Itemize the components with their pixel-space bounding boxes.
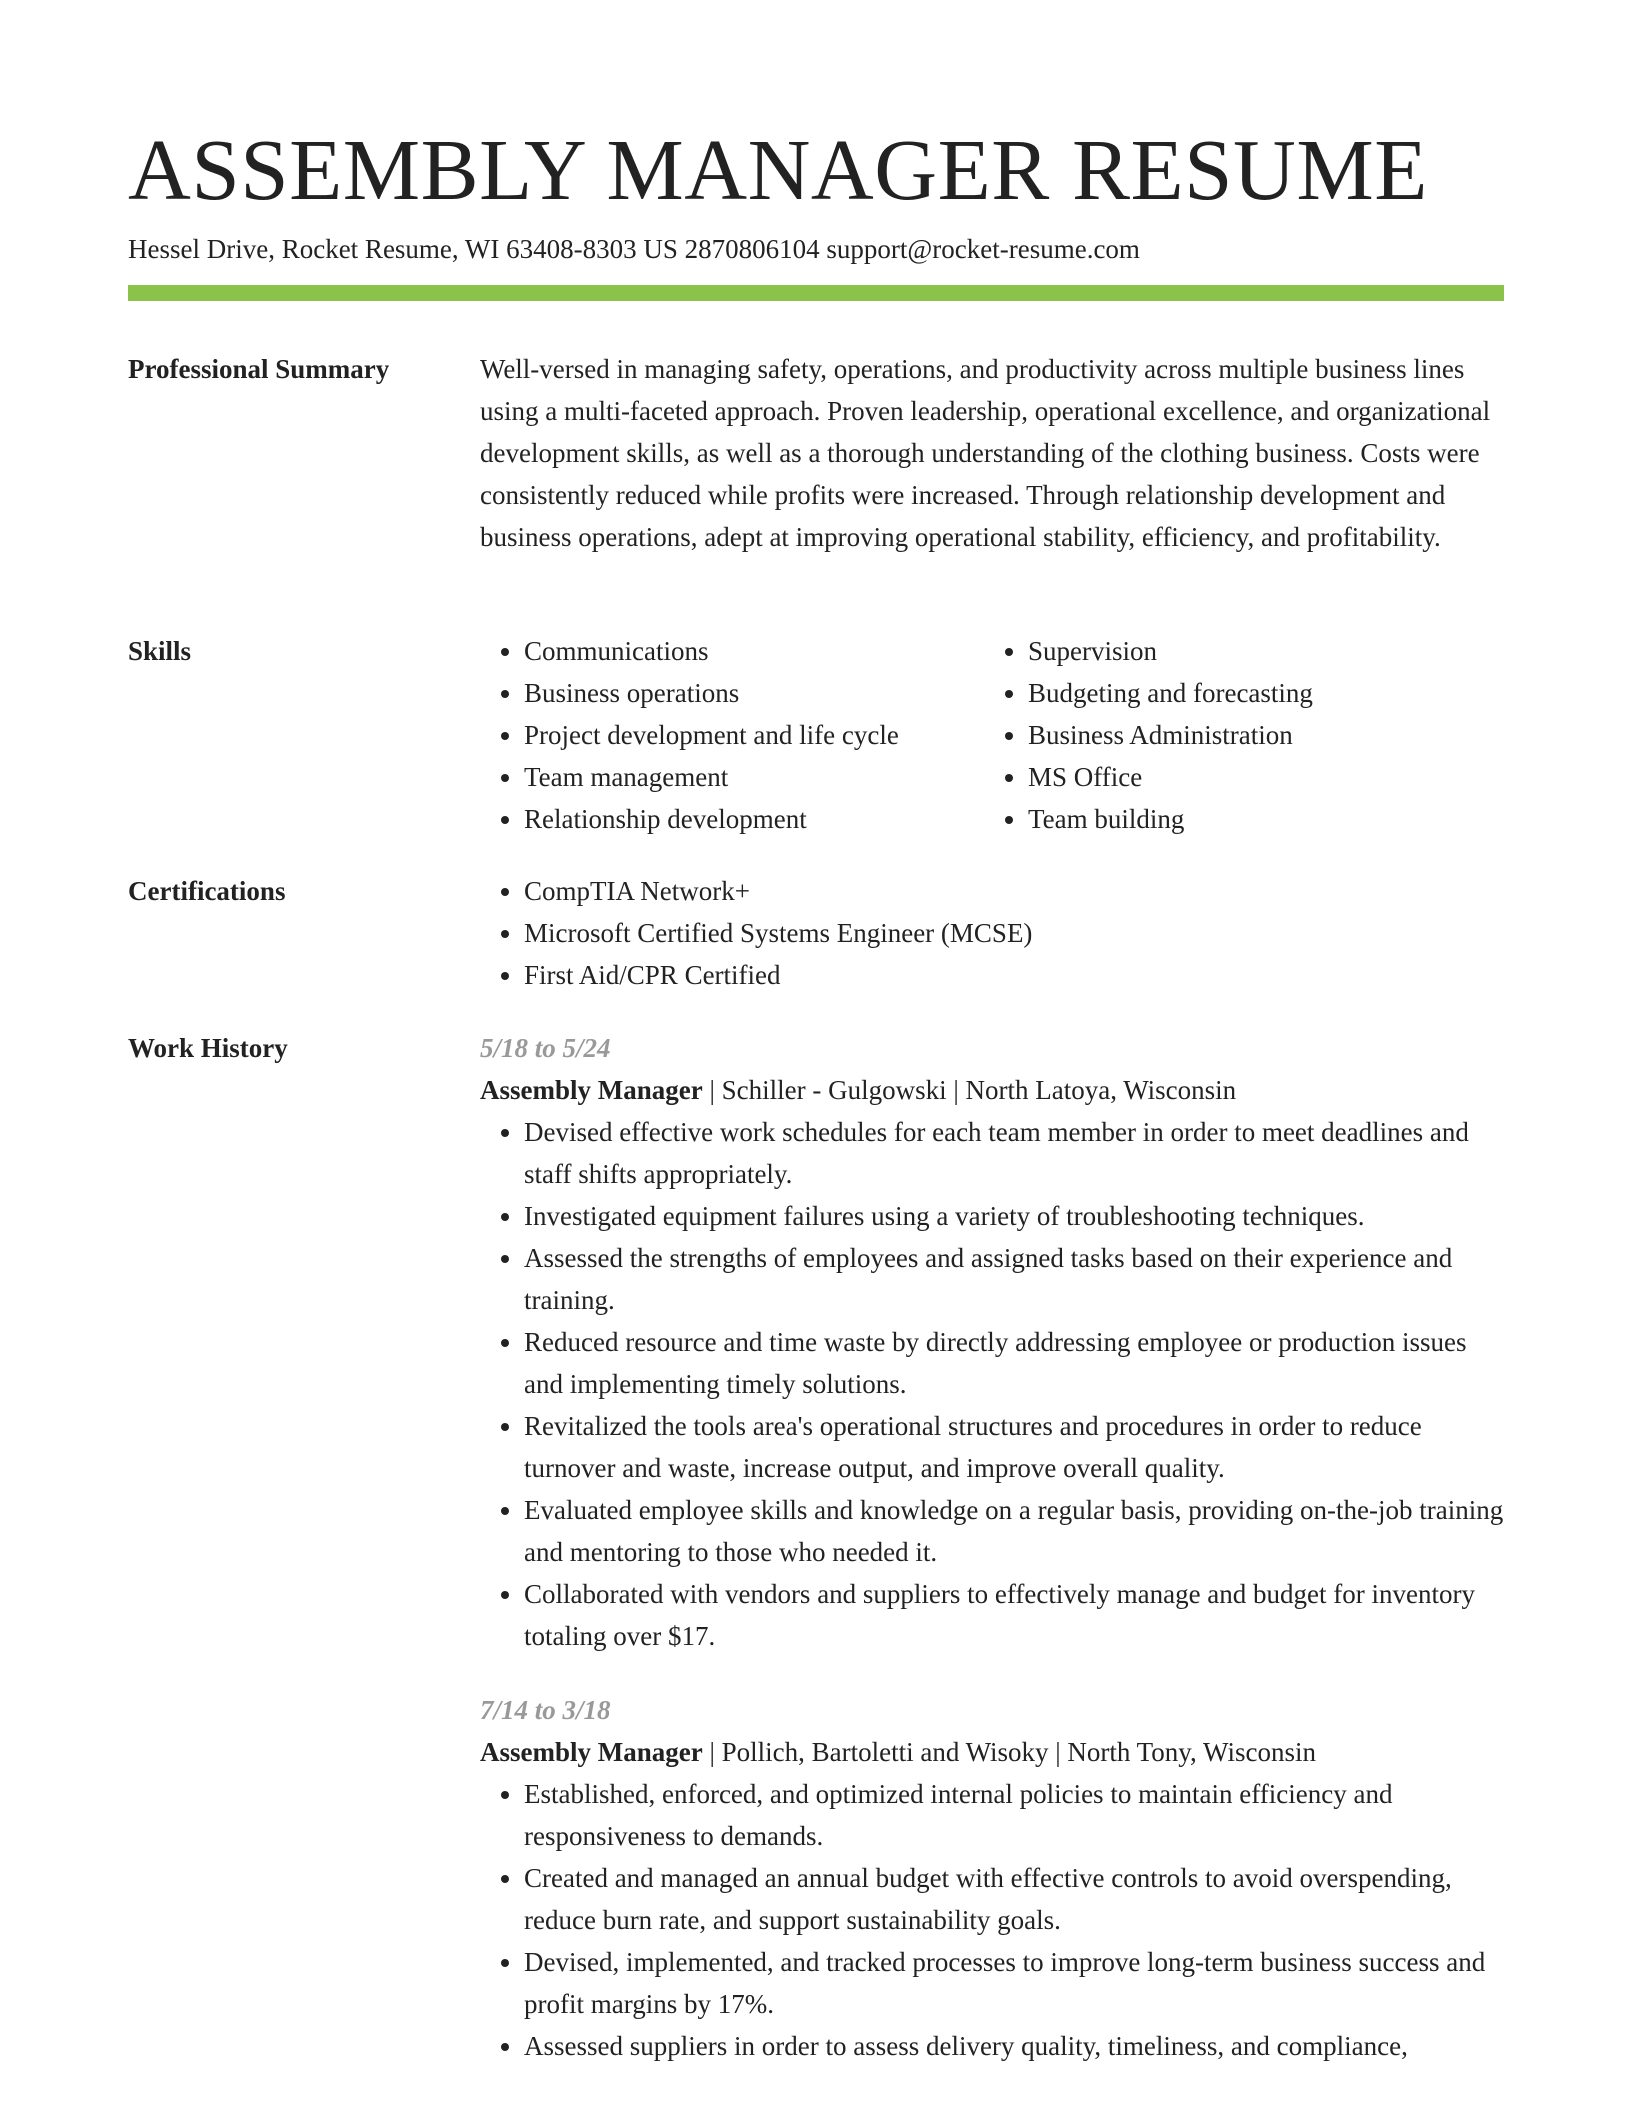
- skill-item: • Team management: [524, 756, 984, 798]
- section-label-summary: Professional Summary: [128, 354, 390, 384]
- job-bullets: [480, 1111, 1504, 1657]
- job-bullet: • Devised effective work schedules for each team member in order to meet deadlines and staff shifts appropriately.: [524, 1111, 1504, 1195]
- job-bullets: [480, 1773, 1504, 2067]
- job-bullet: • Reduced resource and time waste by directly addressing employee or production issues and implementing timely solutions.: [524, 1321, 1504, 1405]
- skills-body: [480, 630, 1504, 840]
- job-bullet: • Evaluated employee skills and knowledge on a regular basis, providing on-the-job training and mentoring to those who needed it.: [524, 1489, 1504, 1573]
- skill-item: • Relationship development: [524, 798, 984, 840]
- job-details: | Schiller - Gulgowski | North Latoya, Wisconsin: [702, 1075, 1237, 1105]
- skill-item: • Team building: [1028, 798, 1488, 840]
- certification-item: • Microsoft Certified Systems Engineer (MCSE): [524, 912, 1504, 954]
- job-bullet: • Devised, implemented, and tracked processes to improve long-term business success and profit margins by 17%.: [524, 1941, 1504, 2025]
- accent-divider: [128, 285, 1504, 301]
- job-title: Assembly Manager: [480, 1075, 703, 1105]
- skill-item: • Supervision: [1028, 630, 1488, 672]
- summary-text: Well-versed in managing safety, operations, and productivity across multiple business lines using a multi-faceted approach. Proven leadership, operational excellence, and organizational development skills, as well as a thorough understanding of the clothing business. Costs were consistently reduced while profits were increased. Through relationship development and business operations, adept at improving operational stability, efficiency, and profitability.: [480, 354, 1491, 552]
- skill-item: • MS Office: [1028, 756, 1488, 798]
- page-title: ASSEMBLY MANAGER RESUME: [128, 121, 1428, 218]
- job-title: Assembly Manager: [480, 1737, 703, 1767]
- job-title-line: [480, 1731, 1504, 1773]
- skill-item: • Business Administration: [1028, 714, 1488, 756]
- skill-item: • Project development and life cycle: [524, 714, 984, 756]
- job-bullet: • Assessed the strengths of employees and assigned tasks based on their experience and training.: [524, 1237, 1504, 1321]
- job-dates: 7/14 to 3/18: [480, 1695, 611, 1725]
- job-entry: [480, 1027, 1504, 1657]
- job-dates: 5/18 to 5/24: [480, 1033, 611, 1063]
- certifications-body: [480, 870, 1504, 996]
- skills-column-2: [984, 630, 1488, 840]
- job-bullet: • Collaborated with vendors and suppliers to effectively manage and budget for inventory totaling over $17.: [524, 1573, 1504, 1657]
- job-details: | Pollich, Bartoletti and Wisoky | North Tony, Wisconsin: [702, 1737, 1316, 1767]
- skill-item: • Budgeting and forecasting: [1028, 672, 1488, 714]
- certification-item: • First Aid/CPR Certified: [524, 954, 1504, 996]
- section-label-skills: Skills: [128, 636, 192, 666]
- skill-item: • Communications: [524, 630, 984, 672]
- job-bullet: • Revitalized the tools area's operational structures and procedures in order to reduce turnover and waste, increase output, and improve overall quality.: [524, 1405, 1504, 1489]
- section-label-work-history: Work History: [128, 1033, 288, 1063]
- job-title-line: [480, 1069, 1504, 1111]
- job-bullet: • Created and managed an annual budget with effective controls to avoid overspending, reduce burn rate, and support sustainability goals.: [524, 1857, 1504, 1941]
- job-bullet: • Investigated equipment failures using a variety of troubleshooting techniques.: [524, 1195, 1504, 1237]
- resume-header: [128, 116, 1504, 266]
- job-bullet: • Assessed suppliers in order to assess delivery quality, timeliness, and compliance,: [524, 2025, 1504, 2067]
- section-label-certifications: Certifications: [128, 876, 286, 906]
- summary-body: [480, 348, 1504, 558]
- skills-column-1: [480, 630, 984, 840]
- contact-line: Hessel Drive, Rocket Resume, WI 63408-8303 US 2870806104 support@rocket-resume.com: [128, 234, 1140, 264]
- job-entry: [480, 1689, 1504, 2067]
- job-bullet: • Established, enforced, and optimized internal policies to maintain efficiency and responsiveness to demands.: [524, 1773, 1504, 1857]
- skill-item: • Business operations: [524, 672, 984, 714]
- certification-item: • CompTIA Network+: [524, 870, 1504, 912]
- work-history-body: [480, 1027, 1504, 2099]
